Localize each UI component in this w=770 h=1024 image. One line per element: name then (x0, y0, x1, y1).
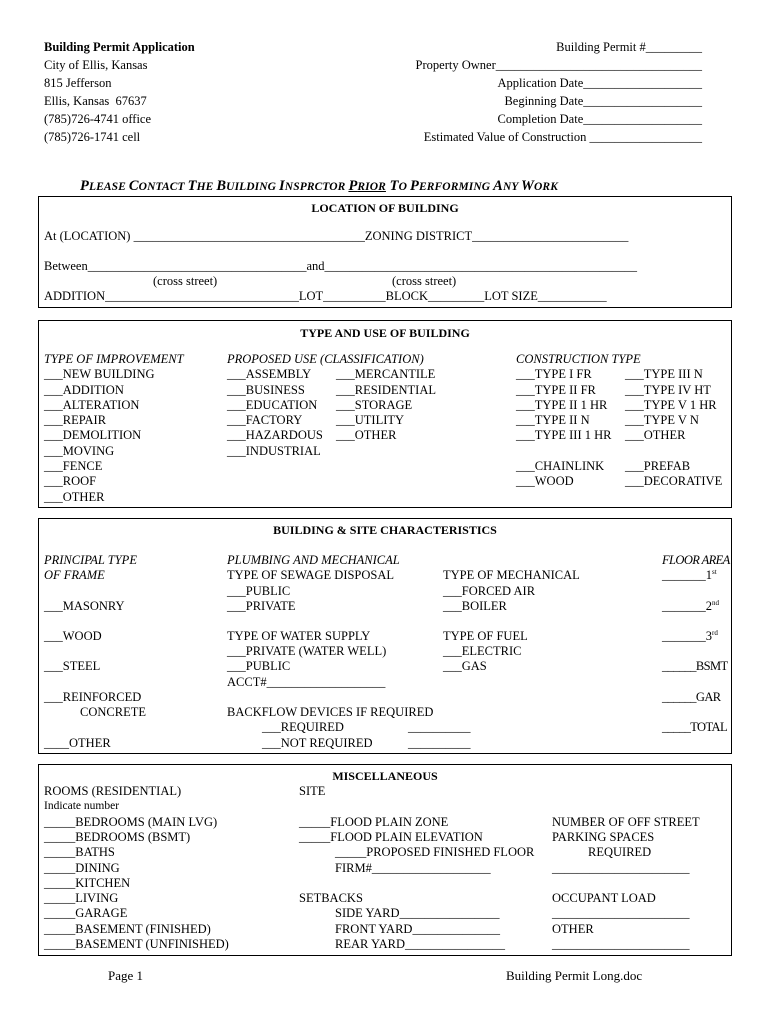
frame-option[interactable]: ___MASONRY (44, 599, 125, 613)
occupant-load-field[interactable]: ______________________ (552, 906, 690, 920)
front-yard-field[interactable]: FRONT YARD______________ (335, 922, 500, 936)
proposed-use-title: PROPOSED USE (CLASSIFICATION) (227, 352, 424, 366)
construction-option[interactable]: ___OTHER (625, 428, 686, 442)
backflow-option[interactable]: ___REQUIRED (262, 720, 344, 734)
mechanical-option[interactable]: ___BOILER (443, 599, 507, 613)
construction-type-title: CONSTRUCTION TYPE (516, 352, 641, 366)
room-count-field[interactable]: _____BEDROOMS (MAIN LVG) (44, 815, 218, 829)
fuel-option[interactable]: ___GAS (443, 659, 487, 673)
construction-option[interactable]: ___TYPE I FR (516, 367, 592, 381)
rear-yard-field[interactable]: REAR YARD________________ (335, 937, 506, 951)
applicant-title: Building Permit Application (44, 40, 195, 54)
fence-option[interactable]: ___PREFAB (625, 459, 691, 473)
construction-option[interactable]: ___TYPE II 1 HR (516, 398, 608, 412)
fence-option[interactable]: ___CHAINLINK (516, 459, 605, 473)
mechanical-option[interactable]: ___FORCED AIR (443, 584, 536, 598)
frame-option[interactable]: ____OTHER (44, 736, 111, 750)
sewage-option[interactable]: ___PUBLIC (227, 584, 291, 598)
floor-area-total[interactable]: _____TOTAL (662, 720, 727, 734)
site-title: SITE (299, 784, 326, 798)
improvement-option[interactable]: ___ADDITION (44, 383, 124, 397)
rooms-title: ROOMS (RESIDENTIAL) (44, 784, 182, 798)
parking-spaces-field[interactable]: ______________________ (552, 861, 690, 875)
rooms-subtitle: Indicate number (44, 800, 120, 812)
address-line: Ellis, Kansas 67637 (44, 94, 147, 108)
use-option[interactable]: ___OTHER (336, 428, 397, 442)
frame-option[interactable]: ___REINFORCED (44, 690, 142, 704)
frame-option[interactable]: ___STEEL (44, 659, 101, 673)
cross-street-label: (cross street) (392, 274, 457, 288)
fuel-option[interactable]: ___ELECTRIC (443, 644, 522, 658)
miscellaneous-heading: MISCELLANEOUS (332, 769, 438, 783)
floor-area-second[interactable]: _______2nd (662, 598, 719, 613)
use-option[interactable]: ___MERCANTILE (336, 367, 436, 381)
addition-lot-block-line[interactable]: ADDITION_______________________________LOT__________BLOCK_________LOT SIZE___________ (44, 289, 607, 303)
construction-option[interactable]: ___TYPE III 1 HR (516, 428, 612, 442)
page-number: Page 1 (108, 968, 144, 983)
water-option[interactable]: ___PUBLIC (227, 659, 291, 673)
improvement-option[interactable]: ___REPAIR (44, 413, 107, 427)
improvement-option[interactable]: ___ALTERATION (44, 398, 140, 412)
room-count-field[interactable]: _____BASEMENT (UNFINISHED) (44, 937, 229, 951)
fuel-title: TYPE OF FUEL (443, 629, 528, 643)
construction-option[interactable]: ___TYPE II FR (516, 383, 596, 397)
backflow-title: BACKFLOW DEVICES IF REQUIRED (227, 705, 434, 719)
between-cross-streets-line[interactable]: Between___________________________________and__________________________________________________ (44, 259, 638, 273)
address-line: (785)726-4741 office (44, 112, 152, 126)
document-filename: Building Permit Long.doc (506, 968, 643, 983)
plumbing-title: PLUMBING AND MECHANICAL (227, 553, 400, 567)
room-count-field[interactable]: _____LIVING (44, 891, 119, 905)
use-option[interactable]: ___UTILITY (336, 413, 405, 427)
other-title: OTHER (552, 922, 594, 936)
beginning-date-field[interactable]: Beginning Date___________________ (504, 94, 702, 108)
sewage-title: TYPE OF SEWAGE DISPOSAL (227, 568, 395, 582)
backflow-option[interactable]: ___NOT REQUIRED (262, 736, 373, 750)
construction-option[interactable]: ___TYPE II N (516, 413, 590, 427)
construction-option[interactable]: ___TYPE III N (625, 367, 703, 381)
occupant-load-title: OCCUPANT LOAD (552, 891, 656, 905)
use-option[interactable]: ___FACTORY (227, 413, 303, 427)
backflow-blank[interactable]: __________ (408, 736, 471, 750)
room-count-field[interactable]: _____BEDROOMS (BSMT) (44, 830, 191, 844)
proposed-finished-floor-field[interactable]: _____PROPOSED FINISHED FLOOR (335, 845, 535, 859)
address-line: 815 Jefferson (44, 76, 112, 90)
use-option[interactable]: ___INDUSTRIAL (227, 444, 321, 458)
fence-option[interactable]: ___WOOD (516, 474, 574, 488)
water-account-field[interactable]: ACCT#___________________ (227, 675, 386, 689)
water-option[interactable]: ___PRIVATE (WATER WELL) (227, 644, 387, 658)
parking-title: PARKING SPACES (552, 830, 655, 844)
improvement-option[interactable]: ___MOVING (44, 444, 115, 458)
firm-number-field[interactable]: FIRM#___________________ (335, 861, 491, 875)
completion-date-field[interactable]: Completion Date___________________ (497, 112, 702, 126)
other-field[interactable]: ______________________ (552, 937, 690, 951)
sewage-option[interactable]: ___PRIVATE (227, 599, 296, 613)
type-use-heading: TYPE AND USE OF BUILDING (300, 326, 470, 340)
floor-area-garage[interactable]: ______GAR (662, 690, 721, 704)
side-yard-field[interactable]: SIDE YARD________________ (335, 906, 500, 920)
use-option[interactable]: ___BUSINESS (227, 383, 305, 397)
backflow-blank[interactable]: __________ (408, 720, 471, 734)
location-heading: LOCATION OF BUILDING (311, 201, 459, 215)
contact-inspector-banner: PLEASE CONTACT THE BUILDING INSPRCTOR PRIOR TO PERFORMING ANY WORK (80, 178, 558, 194)
fence-option[interactable]: ___DECORATIVE (625, 474, 723, 488)
parking-required-label: REQUIRED (588, 845, 652, 859)
frame-title: OF FRAME (44, 568, 105, 582)
use-option[interactable]: ___EDUCATION (227, 398, 318, 412)
parking-title: NUMBER OF OFF STREET (552, 815, 700, 829)
improvement-title: TYPE OF IMPROVEMENT (44, 352, 184, 366)
frame-option-continued: CONCRETE (80, 705, 146, 719)
floor-area-first[interactable]: _______1st (662, 567, 717, 582)
site-characteristics-heading: BUILDING & SITE CHARACTERISTICS (273, 523, 497, 537)
room-count-field[interactable]: _____DINING (44, 861, 120, 875)
address-line: City of Ellis, Kansas (44, 58, 148, 72)
estimated-value-field[interactable]: Estimated Value of Construction __________________ (423, 130, 702, 144)
permit-number-field[interactable]: Building Permit #_________ (556, 40, 702, 54)
use-option[interactable]: ___STORAGE (336, 398, 413, 412)
application-date-field[interactable]: Application Date___________________ (497, 76, 702, 90)
room-count-field[interactable]: _____KITCHEN (44, 876, 131, 890)
improvement-option[interactable]: ___FENCE (44, 459, 103, 473)
setbacks-title: SETBACKS (299, 891, 363, 905)
use-option[interactable]: ___RESIDENTIAL (336, 383, 436, 397)
construction-option[interactable]: ___TYPE V 1 HR (625, 398, 717, 412)
frame-option[interactable]: ___WOOD (44, 629, 102, 643)
property-owner-field[interactable]: Property Owner_________________________________ (415, 58, 702, 72)
improvement-option[interactable]: ___NEW BUILDING (44, 367, 155, 381)
improvement-option[interactable]: ___ROOF (44, 474, 97, 488)
use-option[interactable]: ___HAZARDOUS (227, 428, 323, 442)
floor-area-basement[interactable]: ______BSMT (662, 659, 728, 673)
improvement-option[interactable]: ___DEMOLITION (44, 428, 142, 442)
room-count-field[interactable]: _____BATHS (44, 845, 115, 859)
improvement-option[interactable]: ___OTHER (44, 490, 105, 504)
address-line: (785)726-1741 cell (44, 130, 141, 144)
room-count-field[interactable]: _____GARAGE (44, 906, 128, 920)
construction-option[interactable]: ___TYPE IV HT (625, 383, 711, 397)
prior-emphasis: PRIOR (348, 178, 386, 194)
flood-plain-zone-field[interactable]: _____FLOOD PLAIN ZONE (299, 815, 449, 829)
cross-street-label: (cross street) (153, 274, 218, 288)
flood-plain-elevation-field[interactable]: _____FLOOD PLAIN ELEVATION (299, 830, 483, 844)
construction-option[interactable]: ___TYPE V N (625, 413, 699, 427)
floor-area-third[interactable]: _______3rd (662, 628, 718, 643)
location-zoning-line[interactable]: At (LOCATION) _____________________________________ZONING DISTRICT_________________________ (44, 229, 629, 243)
use-option[interactable]: ___ASSEMBLY (227, 367, 312, 381)
frame-title: PRINCIPAL TYPE (44, 553, 137, 567)
room-count-field[interactable]: _____BASEMENT (FINISHED) (44, 922, 211, 936)
mechanical-title: TYPE OF MECHANICAL (443, 568, 580, 582)
floor-area-title: FLOOR AREA (662, 553, 730, 567)
water-title: TYPE OF WATER SUPPLY (227, 629, 371, 643)
